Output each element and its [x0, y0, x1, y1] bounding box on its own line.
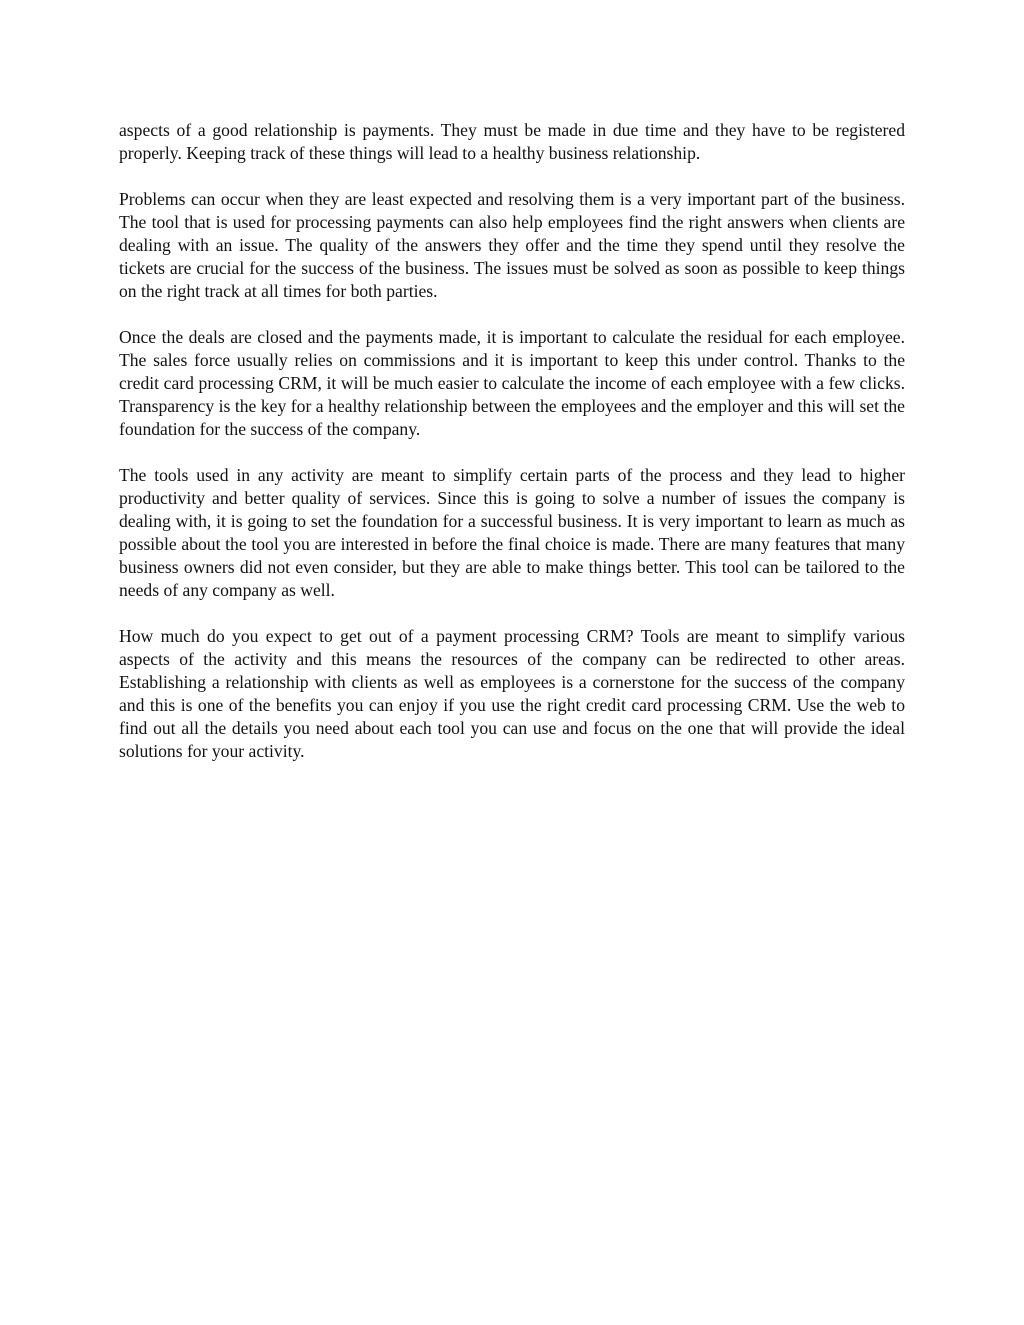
paragraph-3: Once the deals are closed and the payments made, it is important to calculate the residual for each employee. The sales force usually relies on commissions and it is important to keep this under control. Thanks to the credit card processing CRM, it will be much easier to calculate the income of each employee with a few clicks. Transparency is the key for a healthy relationship between the employees and the employer and this will set the foundation for the success of the company.	[119, 327, 905, 439]
paragraph-1: aspects of a good relationship is payments. They must be made in due time and they have to be registered properly. Keeping track of these things will lead to a healthy business relationship.	[119, 120, 905, 163]
paragraph-5: How much do you expect to get out of a payment processing CRM? Tools are meant to simplify various aspects of the activity and this means the resources of the company can be redirected to other areas. Establishing a relationship with clients as well as employees is a cornerstone for the success of the company and this is one of the benefits you can enjoy if you use the right credit card processing CRM. Use the web to find out all the details you need about each tool you can use and focus on the one that will provide the ideal solutions for your activity.	[119, 626, 905, 761]
paragraph-2: Problems can occur when they are least expected and resolving them is a very important part of the business. The tool that is used for processing payments can also help employees find the right answers when clients are dealing with an issue. The quality of the answers they offer and the time they spend until they resolve the tickets are crucial for the success of the business. The issues must be solved as soon as possible to keep things on the right track at all times for both parties.	[119, 189, 905, 301]
document-page	[119, 119, 905, 763]
paragraph-4: The tools used in any activity are meant to simplify certain parts of the process and they lead to higher productivity and better quality of services. Since this is going to solve a number of issues the company is dealing with, it is going to set the foundation for a successful business. It is very important to learn as much as possible about the tool you are interested in before the final choice is made. There are many features that many business owners did not even consider, but they are able to make things better. This tool can be tailored to the needs of any company as well.	[119, 465, 905, 600]
